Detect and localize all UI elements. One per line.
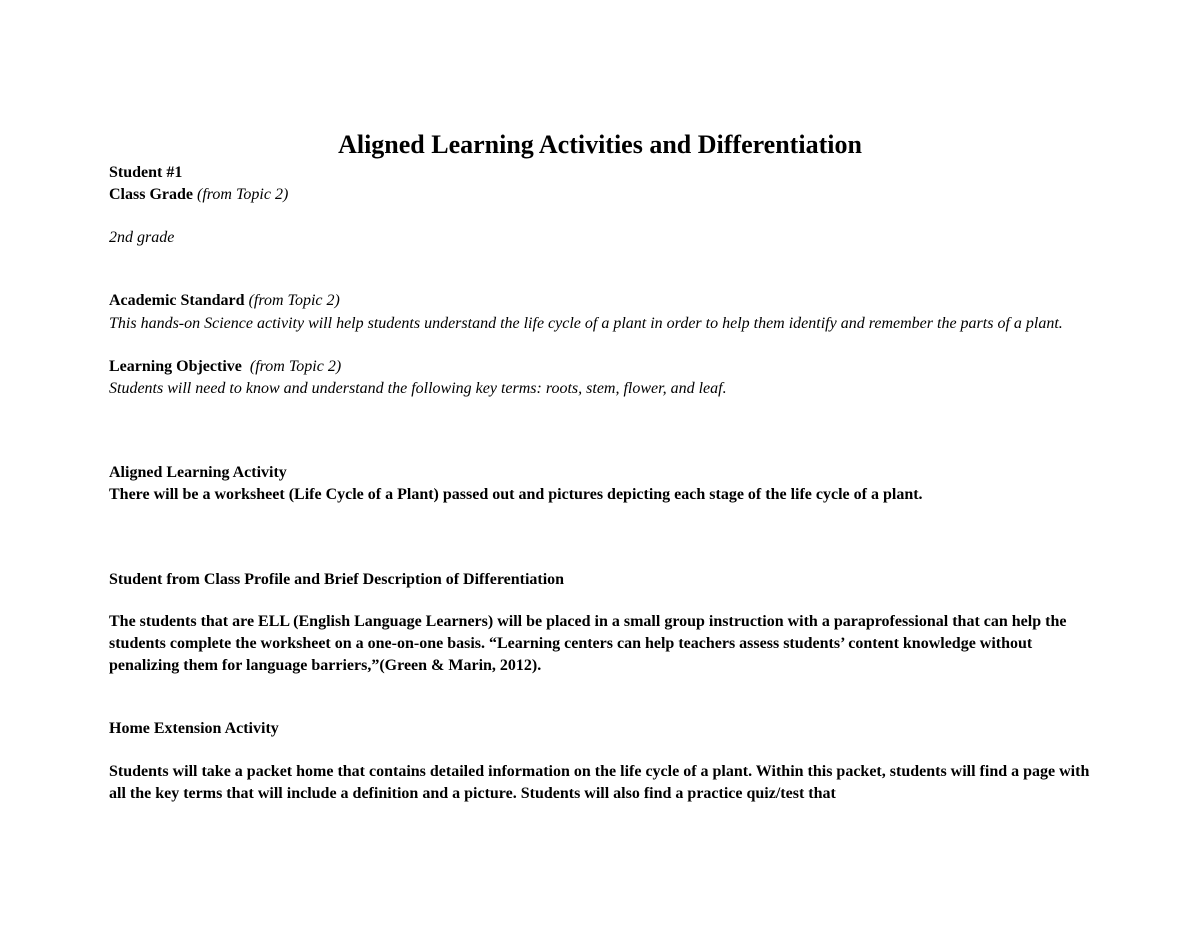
differentiation-text: The students that are ELL (English Language Learners) will be placed in a small group instruction with a paraprofessional that can help the students complete the worksheet on a one-on-one basis. “Learning centers can help teachers assess students’ content knowledge without penalizing them for language barriers,”(Green & Marin, 2012). <box>109 613 1067 674</box>
home-extension-label: Home Extension Activity <box>109 720 279 737</box>
learning-objective-heading <box>109 356 1099 378</box>
class-grade-source: (from Topic 2) <box>197 186 289 203</box>
aligned-activity-label: Aligned Learning Activity <box>109 464 287 481</box>
academic-standard-label: Academic Standard <box>109 292 245 309</box>
differentiation-label: Student from Class Profile and Brief Description of Differentiation <box>109 571 565 588</box>
class-grade-heading <box>109 184 1099 206</box>
class-grade-value: 2nd grade <box>109 229 175 246</box>
class-grade-label: Class Grade <box>109 186 193 203</box>
page-title: Aligned Learning Activities and Differentiation <box>338 130 862 159</box>
student-heading: Student #1 <box>109 164 183 181</box>
learning-objective-text: Students will need to know and understand the following key terms: roots, stem, flower, and leaf. <box>109 380 727 397</box>
academic-standard-text: This hands-on Science activity will help students understand the life cycle of a plant in order to help them identify and remember the parts of a plant. <box>109 315 1063 332</box>
aligned-activity-text: There will be a worksheet (Life Cycle of a Plant) passed out and pictures depicting each stage of the life cycle of a plant. <box>109 486 923 503</box>
home-extension-text: Students will take a packet home that contains detailed information on the life cycle of a plant. Within this packet, students will find a page with all the key terms that will include a definition and a picture. Students will also find a practice quiz/test that <box>109 763 1090 802</box>
academic-standard-heading <box>109 290 1099 312</box>
learning-objective-label: Learning Objective <box>109 358 242 375</box>
learning-objective-source: (from Topic 2) <box>249 358 342 375</box>
academic-standard-source: (from Topic 2) <box>248 292 340 309</box>
